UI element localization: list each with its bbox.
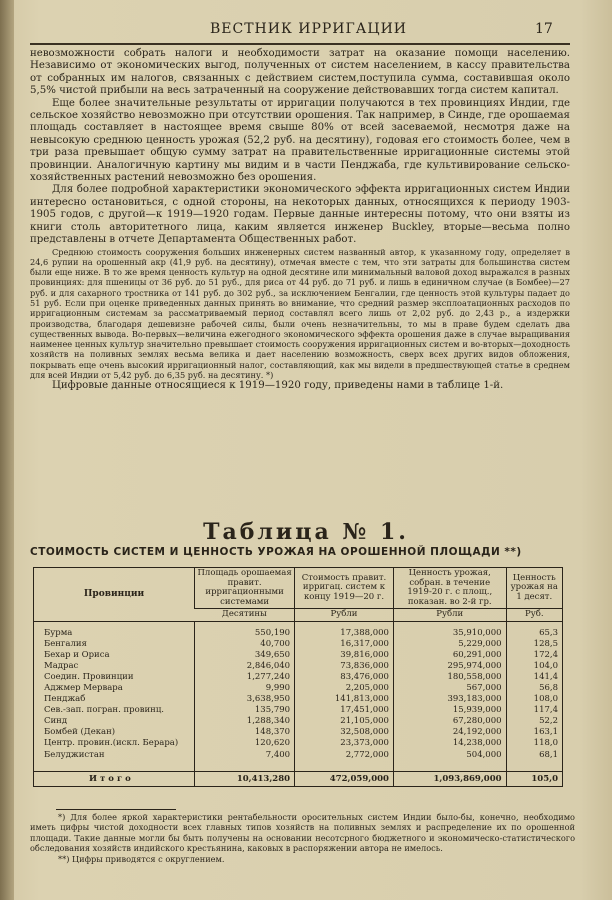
- cell-value-per-desyatina: 118,0: [506, 738, 562, 749]
- table-header-row: [34, 568, 563, 609]
- cell-value-per-desyatina: 163,1: [506, 727, 562, 738]
- cell-cost: 39,816,000: [295, 650, 394, 661]
- table-row: [34, 661, 563, 672]
- irrigation-table: [33, 567, 563, 787]
- header-area: Площадь орошаемая правит. ирригационными системами: [195, 568, 295, 609]
- cell-value-per-desyatina: 141,4: [506, 672, 562, 683]
- cell-area: 1,277,240: [195, 672, 295, 683]
- unit-crop: Рубли: [393, 609, 506, 622]
- table-row: [34, 694, 563, 705]
- cell-cost: 2,205,000: [295, 683, 394, 694]
- cell-crop-value: 60,291,000: [393, 650, 506, 661]
- footnote: *) Для более яркой характеристики рентабельности оросительных систем Индии было-бы, конечно, необходимо иметь цифры чистой доходности всех главных типов хозяйств на поливных землях и распределение их по орошенной площади. Такие данные могли бы быть получены на основании несотсрного бюджетного и экономическо-статистического обследования хозяйств индийского крестьянина, каковых в распоряжении автора не имелось.: [30, 812, 575, 854]
- cell-province: Белуджистан: [44, 749, 105, 760]
- running-header: [30, 21, 560, 43]
- cell-value-per-desyatina: 68,1: [506, 750, 562, 772]
- header-cost: Стоимость правит. ирригац. систем к концу 1919—20 г.: [295, 568, 394, 609]
- cell-area: 2,846,040: [195, 661, 295, 672]
- journal-title: ВЕСТНИК ИРРИГАЦИИ: [210, 21, 408, 37]
- cell-value-per-desyatina: 172,4: [506, 650, 562, 661]
- unit-value: Руб.: [506, 609, 562, 622]
- cell-crop-value: 67,280,000: [393, 716, 506, 727]
- cell-crop-value: 504,000: [393, 750, 506, 772]
- cell-area: 135,790: [195, 705, 295, 716]
- total-cost: 472,059,000: [295, 771, 394, 786]
- table-body: [34, 621, 563, 771]
- cell-area: 120,620: [195, 738, 295, 749]
- table-row: [34, 750, 563, 772]
- cell-province: Бомбей (Декан): [44, 727, 116, 738]
- cell-cost: 2,772,000: [295, 750, 394, 772]
- total-area: 10,413,280: [195, 771, 295, 786]
- body-text: [30, 48, 570, 393]
- cell-value-per-desyatina: 65,3: [506, 621, 562, 639]
- cell-area: 1,288,340: [195, 716, 295, 727]
- cell-area: 9,990: [195, 683, 295, 694]
- table-subtitle: СТОИМОСТЬ СИСТЕМ И ЦЕННОСТЬ УРОЖАЯ НА ОРОШЕННОЙ ПЛОЩАДИ **): [30, 546, 522, 558]
- cell-cost: 16,317,000: [295, 639, 394, 650]
- cell-crop-value: 393,183,000: [393, 694, 506, 705]
- unit-area: Десятины: [195, 609, 295, 622]
- paragraph: Для более подробной характеристики экономического эффекта ирригационных систем Индии интересно остановиться, с одной стороны, на некоторых данных, относящихся к периоду 1903-1905 годов, с другой—к 1919—1920 годам. Первые данные интересны потому, что они взяты из книги столь авторитетного лица, каким является инженер Buckley, вторые—весьма полно представлены в отчете Департамента Общественных работ.: [30, 184, 570, 246]
- table-row: [34, 672, 563, 683]
- unit-cost: Рубли: [295, 609, 394, 622]
- cell-province: Мадрас: [44, 660, 79, 671]
- book-spine-shadow: [0, 0, 14, 900]
- table-row: [34, 738, 563, 749]
- cell-crop-value: 5,229,000: [393, 639, 506, 650]
- cell-value-per-desyatina: 56,8: [506, 683, 562, 694]
- total-label: Итого: [34, 771, 195, 786]
- cell-province: Бурма: [44, 627, 73, 638]
- cell-area: 349,650: [195, 650, 295, 661]
- cell-province: Синд: [44, 716, 68, 727]
- table-row: [34, 639, 563, 650]
- cell-value-per-desyatina: 117,4: [506, 705, 562, 716]
- cell-cost: 17,451,000: [295, 705, 394, 716]
- cell-value-per-desyatina: 52,2: [506, 716, 562, 727]
- total-crop: 1,093,869,000: [393, 771, 506, 786]
- cell-value-per-desyatina: 108,0: [506, 694, 562, 705]
- cell-value-per-desyatina: 128,5: [506, 639, 562, 650]
- cell-crop-value: 180,558,000: [393, 672, 506, 683]
- cell-cost: 17,388,000: [295, 621, 394, 639]
- cell-province: Пенджаб: [44, 694, 86, 705]
- table-row: [34, 716, 563, 727]
- cell-crop-value: 35,910,000: [393, 621, 506, 639]
- table-title: Таблица № 1.: [203, 519, 409, 545]
- cell-area: 7,400: [195, 750, 295, 772]
- footnote-rule: [56, 809, 176, 810]
- header-rule: [30, 43, 570, 45]
- table-row: [34, 683, 563, 694]
- cell-province: Центр. провин.(искл. Берара): [44, 738, 179, 749]
- header-crop-value: Ценность урожая, собран. в течение 1919-20 г. с площ., показан. во 2-й гр.: [393, 568, 506, 609]
- cell-cost: 21,105,000: [295, 716, 394, 727]
- table-row: [34, 621, 563, 639]
- header-province: Провинции: [34, 568, 195, 622]
- footnotes: [30, 812, 575, 864]
- cell-area: 550,190: [195, 621, 295, 639]
- footnote: **) Цифры приводятся с округлением.: [58, 853, 225, 864]
- cell-cost: 32,508,000: [295, 727, 394, 738]
- page-number: 17: [535, 21, 553, 37]
- small-print-paragraph: Среднюю стоимость сооружения больших инженерных систем названный автор, к указанному году, определяет в 24,6 рупии на орошенный акр (41,9 руб. на десятину), отмечая вместе с тем, что эти затраты для большинства систем были еще ниже. В то же время ценность культур на одной десятине или минимальный валовой доход выражался в разных провинциях: для пшеницы от 36 руб. до 51 руб., для риса от 44 руб. до 71 руб. и лишь в единичном случае (в Бомбее)—27 руб. и для сахарного тростника от 141 руб. до 302 руб., за исключением Бенгалии, где ценность этой культуры падает до 51 руб. Если при оценке приведенных данных принять во внимание, что средний размер эксплоатационных расходов по ирригационным системам за рассматриваемый период составлял всего лишь от 2,02 руб. до 2,43 р., а издержки производства, благодаря дешевизне рабочей силы, были очень незначительны, то мы в праве будем сделать два существенных вывода. Во-первых—величина ежегодного экономического эффекта орошения даже в случае выращивания наименее ценных культур значительно превышает стоимость сооружения ирригационных систем и во-вторых—доходность хозяйств на поливных землях весьма велика и дает населению возможность, сверх всех других видов обложения, покрывать еще очень высокий ирригационный налог, составляющий, как мы видели в предшествующей статье в среднем для всей Индии от 5,42 руб. до 6,35 руб. на десятину. *): [30, 246, 570, 381]
- cell-cost: 141,813,000: [295, 694, 394, 705]
- cell-crop-value: 24,192,000: [393, 727, 506, 738]
- cell-value-per-desyatina: 104,0: [506, 661, 562, 672]
- table-row: [34, 650, 563, 661]
- cell-crop-value: 295,974,000: [393, 661, 506, 672]
- paragraph: невозможности собрать налоги и необходимости затрат на оказание помощи населению. Независимо от экономических выгод, полученных от систем населением, в кассу правительства от собранных им налогов, связанных с действием систем,поступила сумма, составившая около 5,5% чистой прибыли на весь затраченный на сооружение действовавших тогда систем капитал.: [30, 48, 570, 97]
- cell-crop-value: 14,238,000: [393, 738, 506, 749]
- cell-province: Соедин. Провинции: [44, 671, 134, 682]
- cell-province: Бенгалия: [44, 638, 87, 649]
- cell-crop-value: 567,000: [393, 683, 506, 694]
- cell-area: 3,638,950: [195, 694, 295, 705]
- paragraph: Еще более значительные результаты от ирригации получаются в тех провинциях Индии, где сельское хозяйство невозможно при отсутствии орошения. Так например, в Синде, где орошаемая площадь составляет в настоящее время свыше 80% от всей засеваемой, несмотря даже на невысокую среднюю ценность урожая (52,2 руб. на десятину), годовая его стоимость более, чем в три раза превышает общую сумму затрат на правительственные ирригационные системы этой провинции. Аналогичную картину мы видим и в части Пенджаба, где культивирование сельско-хозяйственных растений невозможно без орошения.: [30, 97, 570, 184]
- cell-province: Сев.-зап. погран. провинц.: [44, 705, 164, 716]
- total-row: [34, 771, 563, 786]
- cell-crop-value: 15,939,000: [393, 705, 506, 716]
- cell-cost: 73,836,000: [295, 661, 394, 672]
- cell-area: 148,370: [195, 727, 295, 738]
- cell-province: Бехар и Ориса: [44, 649, 110, 660]
- total-value: 105,0: [506, 771, 562, 786]
- cell-area: 40,700: [195, 639, 295, 650]
- cell-province: Аджмер Мервара: [44, 682, 123, 693]
- closing-paragraph: Цифровые данные относящиеся к 1919—1920 году, приведены нами в таблице 1-й.: [52, 380, 504, 392]
- header-value-per-desyatina: Ценность урожая на 1 десят.: [506, 568, 562, 609]
- cell-cost: 83,476,000: [295, 672, 394, 683]
- table-row: [34, 727, 563, 738]
- table-row: [34, 705, 563, 716]
- cell-cost: 23,373,000: [295, 738, 394, 749]
